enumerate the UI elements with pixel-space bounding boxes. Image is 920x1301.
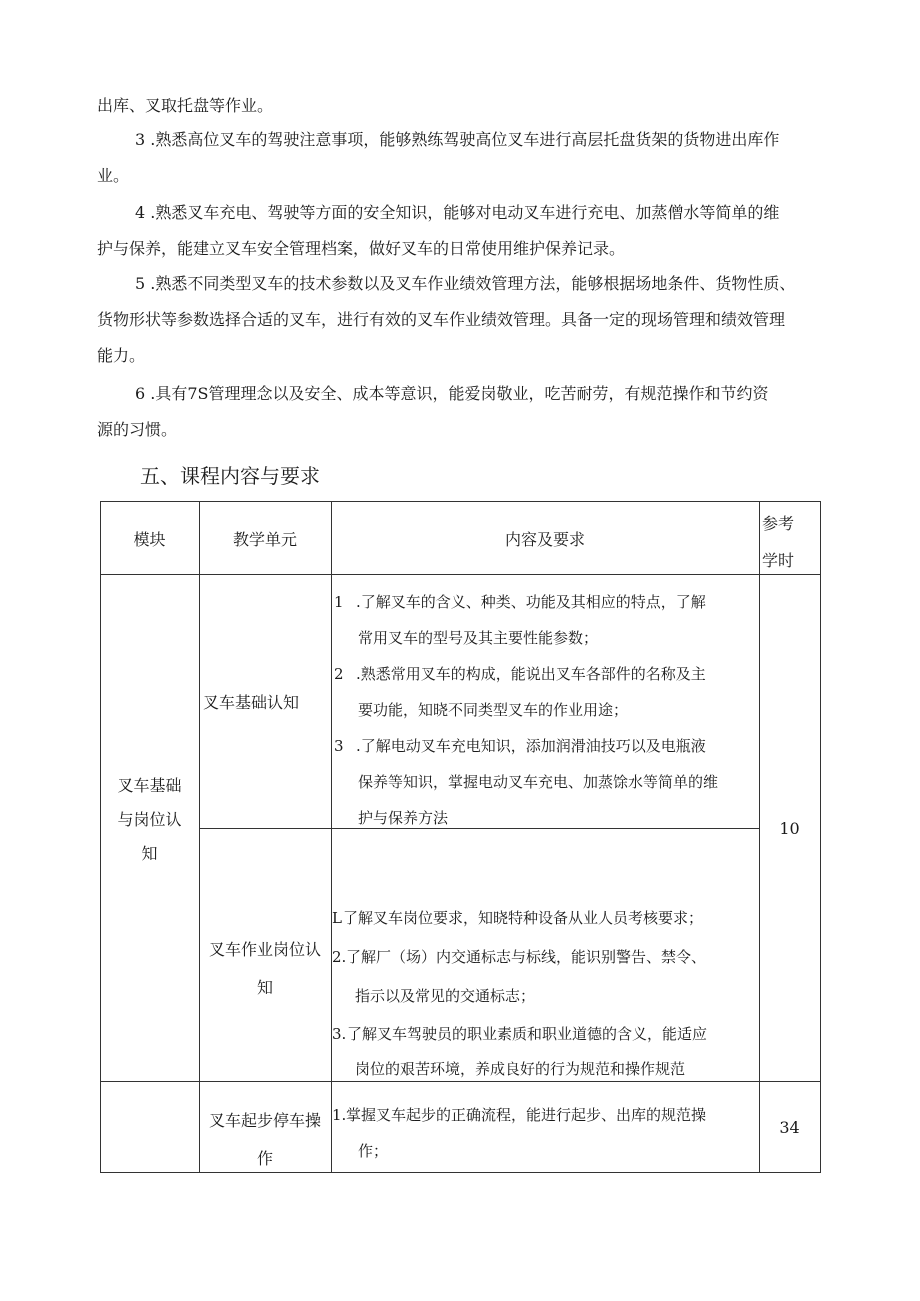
text-line: 3 .熟悉高位叉车的驾驶注意事项，能够熟练驾驶高位叉车进行高层托盘货架的货物进出库作 (135, 130, 780, 149)
item-text-line: 了解厂（场）内交通标志与标线，能识别警告、禁令、 (346, 948, 707, 966)
table-row-divider (100, 574, 821, 575)
item-number: 3 (334, 737, 344, 755)
item-text-line: .了解电动叉车充电知识，添加润滑油技巧以及电瓶液 (356, 737, 706, 755)
hours-cell: 10 (779, 819, 800, 838)
item-text-line: 了解叉车驾驶员的职业素质和职业道德的含义，能适应 (347, 1025, 708, 1043)
table-col-divider (199, 501, 200, 1173)
item-number: 1. (332, 1106, 347, 1124)
module-text-line: 叉车基础 (117, 776, 182, 795)
item-text-line: 保养等知识，掌握电动叉车充电、加蒸馀水等简单的维 (358, 773, 719, 791)
text-line: 4 .熟悉叉车充电、驾驶等方面的安全知识，能够对电动叉车进行充电、加蒸僧水等简单的维 (135, 203, 780, 222)
item-number: 1 (334, 593, 344, 611)
item-text-line: 岗位的艰苦环境，养成良好的行为规范和操作规范 (355, 1060, 686, 1078)
item-text-line: .熟悉常用叉车的构成，能说出叉车各部件的名称及主 (356, 665, 706, 683)
text-line: 源的习惯。 (97, 420, 178, 439)
unit-cell (199, 1102, 331, 1178)
item-text-line: .了解叉车的含义、种类、功能及其相应的特点，了解 (356, 593, 706, 611)
unit-text-line: 叉车作业岗位认 (208, 940, 321, 959)
item-number: L (332, 909, 342, 927)
unit-cell: 叉车基础认知 (203, 693, 300, 712)
header-hours-line1: 参考 (762, 514, 795, 533)
header-module: 模块 (133, 530, 166, 549)
item-text-line: 了解叉车岗位要求，知晓特种设备从业人员考核要求； (343, 909, 704, 927)
unit-cell (199, 931, 331, 1007)
text-line: 能力。 (97, 346, 146, 365)
unit-text-line: 叉车起步停车操 (208, 1111, 321, 1130)
item-number: 3. (332, 1025, 347, 1043)
paragraph-item-4 (97, 195, 822, 267)
header-hours-line2: 学时 (762, 551, 795, 570)
item-text-line: 指示以及常见的交通标志； (355, 987, 536, 1005)
paragraph-item-6 (97, 376, 822, 448)
text-line: 业。 (97, 166, 130, 185)
unit-text-line: 知 (256, 978, 273, 997)
header-unit: 教学单元 (232, 530, 297, 549)
item-number: 2 (334, 665, 344, 683)
section-title: 五、课程内容与要求 (140, 464, 320, 488)
table-border-right (820, 501, 821, 1173)
item-text-line: 掌握叉车起步的正确流程，能进行起步、出库的规范操 (346, 1106, 707, 1124)
unit-text-line: 作 (256, 1149, 273, 1168)
table-border-top (100, 501, 821, 502)
table-col-divider (331, 501, 332, 1173)
hours-cell: 34 (779, 1118, 800, 1137)
item-number: 2. (332, 948, 347, 966)
item-text-line: 要功能，知晓不同类型叉车的作业用途； (358, 701, 629, 719)
table-row-divider (199, 828, 759, 829)
text-line: 6 .具有7S管理理念以及安全、成本等意识，能爱岗敬业，吃苦耐劳，有规范操作和节约资 (135, 384, 769, 403)
header-content: 内容及要求 (504, 530, 585, 549)
text-line: 5 .熟悉不同类型叉车的技术参数以及叉车作业绩效管理方法，能够根据场地条件、货物性质、 (135, 274, 796, 293)
text-line: 护与保养，能建立叉车安全管理档案，做好叉车的日常使用维护保养记录。 (97, 239, 626, 258)
item-text-line: 常用叉车的型号及其主要性能参数； (358, 629, 599, 647)
module-text-line: 与岗位认 (117, 810, 182, 829)
paragraph-continuation (97, 88, 822, 124)
text-line: 出库、叉取托盘等作业。 (97, 96, 274, 115)
paragraph-item-3 (97, 122, 822, 194)
item-text-line: 作； (358, 1142, 389, 1160)
module-cell (100, 769, 199, 871)
text-line: 货物形状等参数选择合适的叉车，进行有效的叉车作业绩效管理。具备一定的现场管理和绩效管理 (97, 310, 786, 329)
item-text-line: 护与保养方法 (358, 809, 449, 827)
paragraph-item-5 (97, 266, 822, 374)
module-text-line: 知 (141, 844, 158, 863)
